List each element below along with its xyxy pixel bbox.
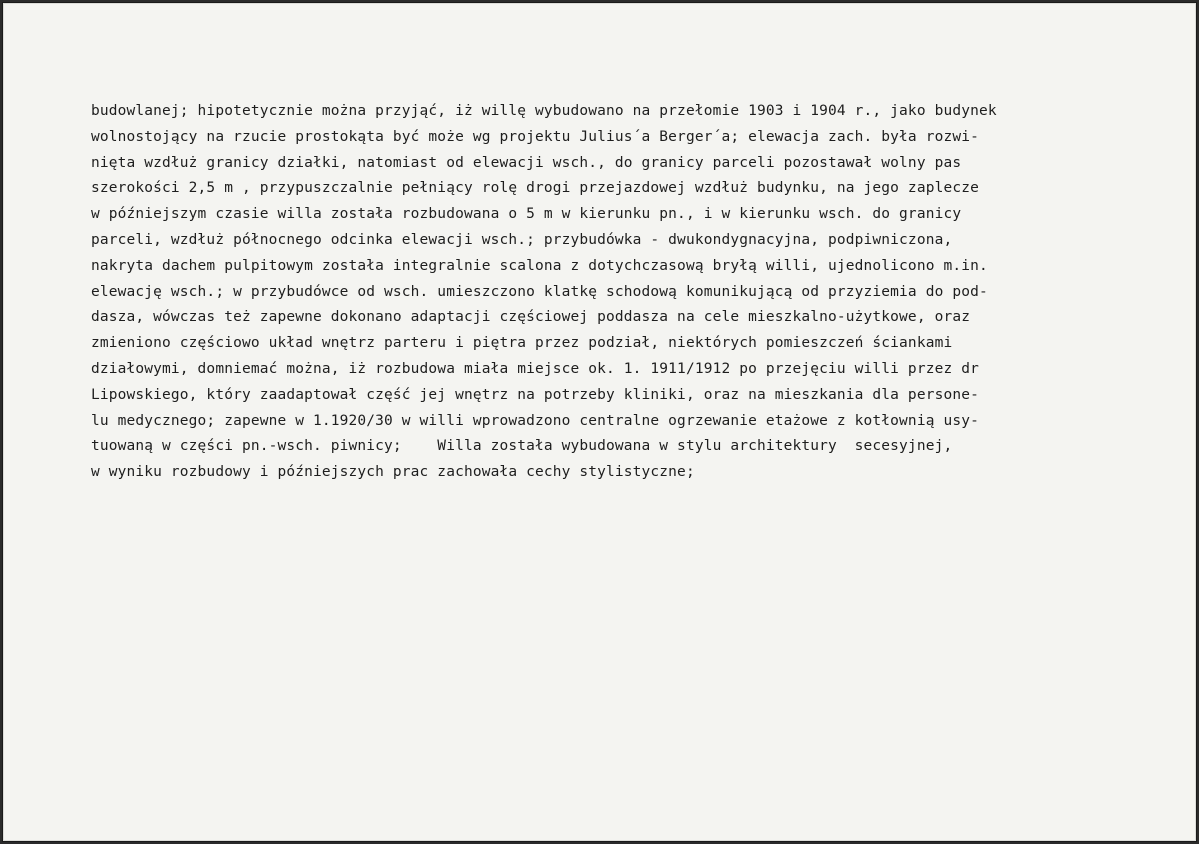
text-line: działowymi, domniemać można, iż rozbudowa miała miejsce ok. 1. 1911/1912 po przejęciu willi przez dr [91, 360, 979, 377]
text-line: parceli, wzdłuż północnego odcinka elewacji wsch.; przybudówka - dwukondygnacyjna, podpiwniczona, [91, 231, 953, 248]
text-line: szerokości 2,5 m , przypuszczalnie pełniący rolę drogi przejazdowej wzdłuż budynku, na jego zaplecze [91, 180, 979, 197]
text-line: lu medycznego; zapewne w 1.1920/30 w willi wprowadzono centralne ogrzewanie etażowe z kotłownią usy- [91, 412, 979, 429]
text-line: tuowaną w części pn.-wsch. piwnicy; Willa została wybudowana w stylu architektury secesyjnej, [91, 438, 953, 455]
typed-sheet [2, 2, 1197, 842]
text-line: dasza, wówczas też zapewne dokonano adaptacji częściowej poddasza na cele mieszkalno-użytkowe, oraz [91, 309, 971, 326]
text-line: elewację wsch.; w przybudówce od wsch. umieszczono klatkę schodową komunikującą od przyziemia do pod- [91, 283, 988, 300]
text-line: nakryta dachem pulpitowym została integralnie scalona z dotychczasową bryłą willi, ujednolicono m.in. [91, 257, 988, 274]
text-line: w późniejszym czasie willa została rozbudowana o 5 m w kierunku pn., i w kierunku wsch. do granicy [91, 206, 962, 223]
text-line: wolnostojący na rzucie prostokąta być może wg projektu Julius´a Berger´a; elewacja zach. była rozwi- [91, 128, 979, 145]
text-line: w wyniku rozbudowy i późniejszych prac zachowała cechy stylistyczne; [91, 464, 695, 481]
text-line: nięta wzdłuż granicy działki, natomiast od elewacji wsch., do granicy parceli pozostawał wolny pas [91, 154, 962, 171]
text-line: Lipowskiego, który zaadaptował część jej wnętrz na potrzeby kliniki, oraz na mieszkania dla persone- [91, 386, 979, 403]
text-line: zmieniono częściowo układ wnętrz parteru i piętra przez podział, niektórych pomieszczeń ściankami [91, 335, 953, 352]
text-line: budowlanej; hipotetycznie można przyjąć, iż willę wybudowano na przełomie 1903 i 1904 r., jako budynek [91, 103, 997, 119]
typed-text-block [91, 99, 1131, 486]
